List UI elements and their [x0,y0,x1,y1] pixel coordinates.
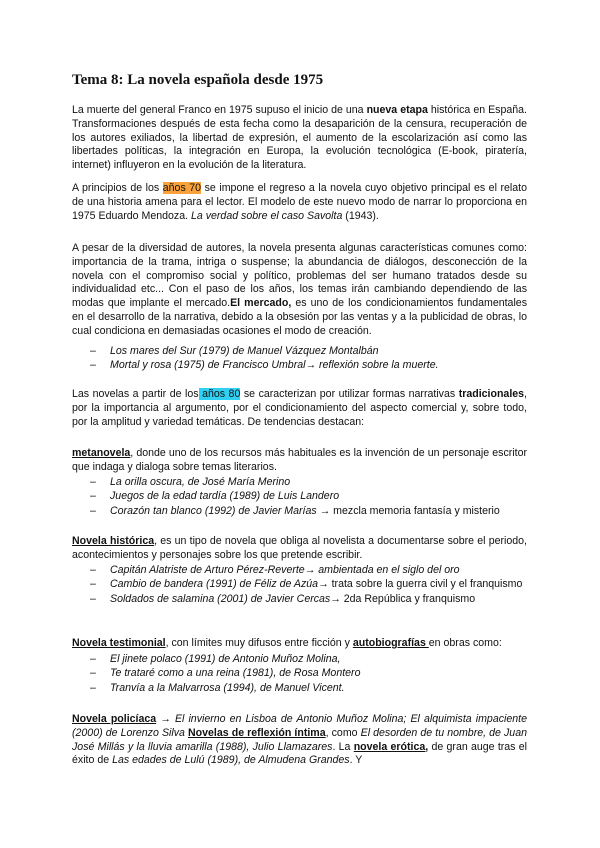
testimonial-paragraph: Novela testimonial, con límites muy difusos entre ficción y autobiografías en obras como: [72,637,502,649]
anos-70-highlight: años 70 [162,182,202,194]
novela-erotica-term: novela erótica, [353,740,429,753]
anos-70-paragraph: A principios de los años 70 se impone el regreso a la novela cuyo objetivo principal es el relato de una historia amena para el lector. El modelo de este nuevo modo de narrar lo proporciona en 1975 Eduardo Mendoza. La verdad sobre el caso Savolta (1943). [72,182,527,222]
novela-historica-term: Novela histórica [72,535,155,547]
novela-testimonial-term: Novela testimonial [72,637,166,649]
list-item: – El jinete polaco (1991) de Antonio Muñoz Molina, [72,652,527,666]
anos-80-highlight: años 80 [198,388,241,400]
novela-policiaca-term: Novela policíaca [72,713,157,725]
list-item: – Te trataré como a una reina (1981), de Rosa Montero [72,666,527,680]
historica-list [72,563,527,606]
list-item: – Capitán Alatriste de Arturo Pérez-Reverte→ ambientada en el siglo del oro [72,563,527,577]
list-item: – Juegos de la edad tardía (1989) de Luis Landero [72,489,527,503]
autobiografias-term: autobiografías [352,637,429,649]
list-item: – Mortal y rosa (1975) de Francisco Umbral→ reflexión sobre la muerte. [72,358,527,372]
anos-80-paragraph: Las novelas a partir de los años 80 se caracterizan por utilizar formas narrativas tradicionales, por la importancia al argumento, por el condicionamiento del aspecto comercial y, sobre todo, por la amplitud y variedad temáticas. De tendencias destacan: [72,388,527,428]
testimonial-list [72,652,527,695]
historica-paragraph: Novela histórica, es un tipo de novela que obliga al novelista a documentarse sobre el periodo, acontecimientos y personajes sobre los que pretende escribir. [72,535,528,561]
work-title: La verdad sobre el caso Savolta [190,209,343,222]
list-item: – Cambio de bandera (1991) de Féliz de Azúa→ trata sobre la guerra civil y el franquismo [72,577,527,591]
tradicionales-emphasis: tradicionales [458,388,525,400]
page-title: Tema 8: La novela española desde 1975 [72,72,324,88]
metanovela-paragraph: metanovela, donde uno de los recursos más habituales es la invención de un personaje escritor que indaga y dialoga sobre temas literarios. [72,447,527,473]
metanovela-list [72,475,527,518]
list-item: – Soldados de salamina (2001) de Javier Cercas→ 2da República y franquismo [72,592,527,606]
list-item: – Tranvía a la Malvarrosa (1994), de Manuel Vicent. [72,681,527,695]
characteristics-paragraph: A pesar de la diversidad de autores, la novela presenta algunas características comunes como: importancia de la trama, intriga o suspense; la abundancia de diálogos, desconección de la novela con el compromiso social y político, problemas del ser humano tratados desde su individualidad etc... Con el paso de los años, los temas irán cambiando dependiendo de las modas que implante el mercado.El mercado, es uno de los condicionamientos fundamentales en el desarrollo de la narrativa, debido a la obsesión por las ventas y a la publicidad de obras, lo cual condiciona en demasiadas ocasiones el modo de creación. [72,242,527,337]
list-item: – Los mares del Sur (1979) de Manuel Vázquez Montalbán [72,344,527,358]
list-item: – La orilla oscura, de José María Merino [72,475,527,489]
novelas-reflexion-term: Novelas de reflexión íntima [188,726,326,739]
intro-paragraph: La muerte del general Franco en 1975 supuso el inicio de una nueva etapa histórica en España. Transformaciones después de esta fecha como la desaparición de la censura, recuperación de los autores exiliados, la libertad de expresión, el aumento de la escolarización así como las libertades políticas, la integración en Europa, la evolución tecnológica (E-book, piratería, internet) influyeron en la evolución de la literatura. [72,104,527,172]
mercado-emphasis: El mercado, [230,297,292,310]
nueva-etapa-emphasis: nueva etapa [366,104,428,116]
metanovela-term: metanovela [72,447,131,459]
examples-list-1 [72,344,527,373]
policiaca-paragraph: Novela policíaca → El invierno en Lisboa de Antonio Muñoz Molina; El alquimista impaciente (2000) de Lorenzo Silva Novelas de reflexión íntima, como El desorden de tu nombre, de Juan José Millás y la lluvia amarilla (1988), Julio Llamazares. La novela erótica, de gran auge tras el éxito de Las edades de Lulú (1989), de Almudena Grandes. Y [72,713,527,767]
list-item: – Corazón tan blanco (1992) de Javier Marías → mezcla memoria fantasía y misterio [72,504,527,518]
